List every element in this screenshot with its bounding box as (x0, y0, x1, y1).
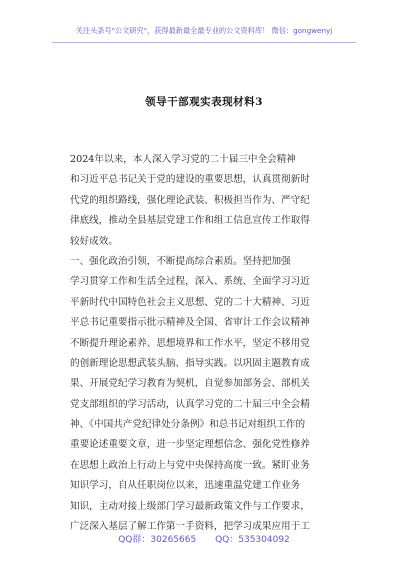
body-line: 学习贯穿工作和生活全过程，深入、系统、全面学习习近 (70, 276, 310, 288)
body-line: 的创新理论思想武装头脑、指导实践。以巩固主题教育成 (70, 357, 310, 369)
body-line: 平新时代中国特色社会主义思想、党的二十大精神、习近 (70, 296, 310, 308)
body-line: 平总书记重要指示批示精神及全国、省审计工作会议精神 (70, 317, 310, 329)
footer-qq: QQ：535304092 (215, 535, 290, 545)
document-title: 领导干部观实表现材料3 (145, 96, 263, 108)
header-banner: 关注头条号"公文研究"，获得最新最全最专业的公文资料库！ 微信：gongwenyj (75, 26, 333, 35)
body-line: 知识，主动对接上级部门学习最新政策文件与工作要求， (70, 500, 310, 512)
body-line: 律底线，推动全县基层党建工作和组工信息宣传工作取得 (70, 215, 310, 227)
footer-contact (0, 532, 408, 545)
body-line: 不断提升理论素养、思想境界和工作水平，坚定不移用党 (70, 337, 310, 349)
body-line: 2024年以来，本人深入学习党的二十届三中全会精神 (70, 154, 296, 165)
body-line: 一、强化政治引领，不断提高综合素质。坚持把加强 (70, 255, 291, 267)
body-line: 广泛深入基层了解工作第一手资料，把学习成果应用于工 (70, 521, 310, 533)
header-divider (52, 42, 356, 43)
body-line: 较好成效。 (70, 235, 118, 247)
body-line: 神、《中国共产党纪律处分条例》和总书记对组织工作的 (70, 419, 306, 431)
body-line: 代党的组织路线，强化理论武装、积极担当作为、严守纪 (70, 194, 310, 206)
body-line: 党支部组织的学习活动，认真学习党的二十届三中全会精 (70, 398, 310, 410)
body-line: 果、开展党纪学习教育为契机，自觉参加部务会、部机关 (70, 378, 310, 390)
body-line: 知识学习，自从任职岗位以来，迅速重温党建工作业务 (70, 480, 301, 492)
body-line: 和习近平总书记关于党的建设的重要思想，认真贯彻新时 (70, 174, 310, 186)
body-line: 在思想上政治上行动上与党中央保持高度一致。紧盯业务 (70, 459, 310, 471)
body-line: 重要论述重要文章，进一步坚定理想信念、强化党性修养 (70, 439, 310, 451)
footer-qq-group: QQ群：30265665 (118, 535, 197, 545)
document-body (70, 150, 342, 537)
